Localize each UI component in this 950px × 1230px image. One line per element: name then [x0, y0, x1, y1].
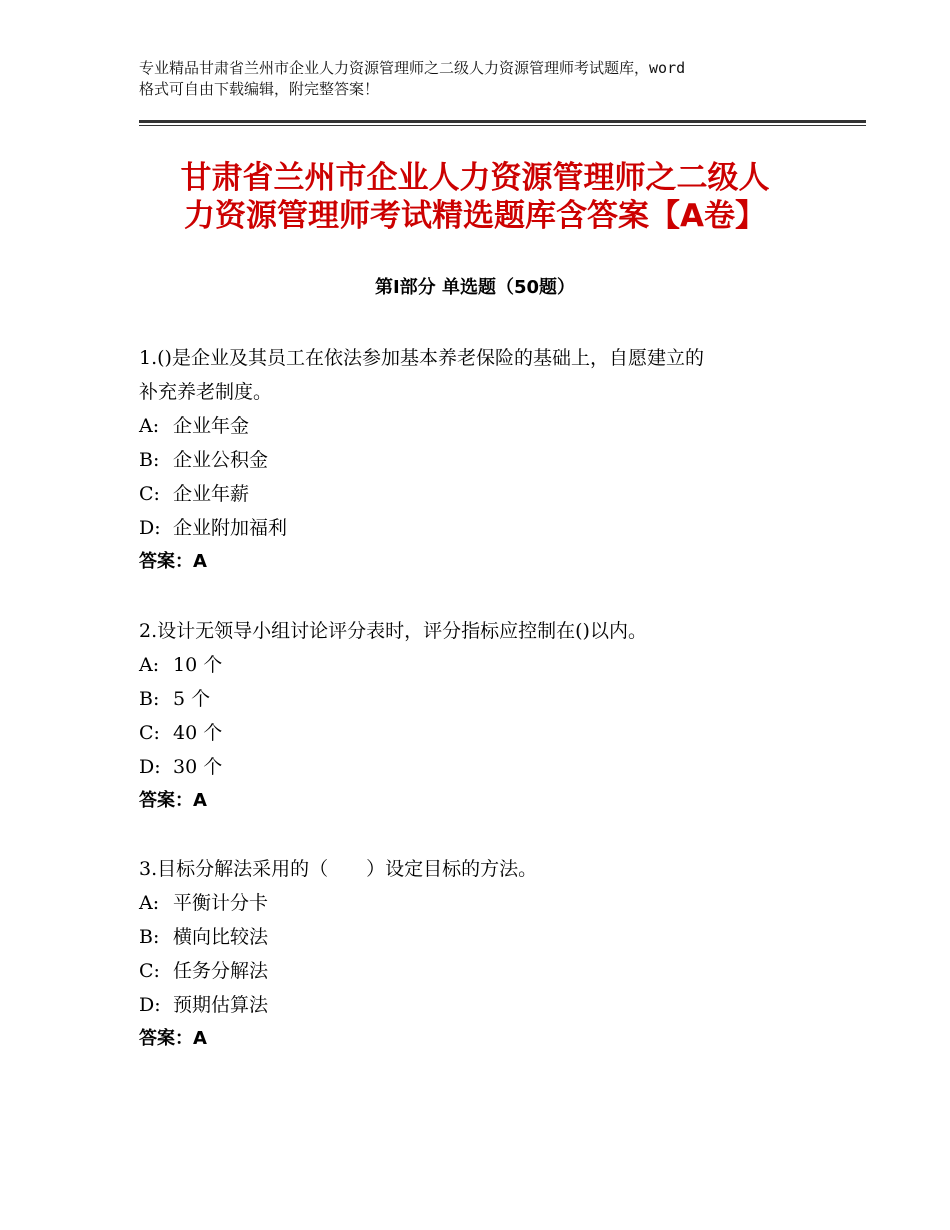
option-key: B: — [139, 449, 160, 471]
option-a — [139, 886, 819, 920]
option-d — [139, 750, 819, 784]
option-b — [139, 682, 819, 716]
option-b — [139, 443, 819, 477]
answer: 答案：A — [139, 790, 207, 811]
option-c — [139, 477, 819, 511]
option-text: 预期估算法 — [173, 994, 269, 1016]
option-d — [139, 988, 819, 1022]
option-key: B: — [139, 688, 160, 710]
option-text: 企业年薪 — [173, 483, 250, 505]
header-rule-thin — [139, 125, 866, 126]
option-d — [139, 511, 819, 545]
option-text: 企业附加福利 — [173, 517, 288, 539]
document-title — [100, 159, 850, 235]
option-a — [139, 648, 819, 682]
document-title-line-2: 力资源管理师考试精选题库含答案【A卷】 — [184, 198, 766, 234]
answer: 答案：A — [139, 551, 207, 572]
option-text: 企业公积金 — [173, 449, 269, 471]
question-text-line: 2.设计无领导小组讨论评分表时，评分指标应控制在()以内。 — [139, 620, 647, 642]
question-2 — [139, 614, 819, 818]
header-note — [139, 58, 839, 100]
option-text: 40 个 — [173, 722, 223, 744]
question-text-line: 1.()是企业及其员工在依法参加基本养老保险的基础上，自愿建立的 — [139, 347, 704, 369]
option-text: 横向比较法 — [173, 926, 269, 948]
option-key: C: — [139, 722, 160, 744]
option-text: 30 个 — [173, 756, 223, 778]
option-key: C: — [139, 960, 160, 982]
option-c — [139, 716, 819, 750]
option-a — [139, 409, 819, 443]
header-rule-thick — [139, 120, 866, 123]
option-key: D: — [139, 517, 161, 539]
question-text-line: 3.目标分解法采用的（ ）设定目标的方法。 — [139, 858, 538, 880]
document-title-line-1: 甘肃省兰州市企业人力资源管理师之二级人 — [180, 160, 770, 196]
question-3 — [139, 852, 819, 1056]
answer: 答案：A — [139, 1028, 207, 1049]
question-text — [139, 614, 819, 648]
question-text-line: 补充养老制度。 — [139, 381, 273, 403]
option-text: 平衡计分卡 — [173, 892, 269, 914]
option-text: 10 个 — [173, 654, 223, 676]
option-b — [139, 920, 819, 954]
question-1 — [139, 341, 819, 579]
header-note-line-1: 专业精品甘肃省兰州市企业人力资源管理师之二级人力资源管理师考试题库，word — [139, 59, 686, 77]
option-key: D: — [139, 994, 161, 1016]
option-key: C: — [139, 483, 160, 505]
question-text — [139, 852, 819, 886]
header-note-line-2: 格式可自由下载编辑，附完整答案！ — [139, 80, 380, 98]
option-text: 企业年金 — [173, 415, 250, 437]
option-key: D: — [139, 756, 161, 778]
option-key: A: — [139, 654, 160, 676]
question-text — [139, 341, 819, 409]
section-heading: 第Ⅰ部分 单选题（50题） — [374, 277, 575, 298]
option-key: A: — [139, 892, 160, 914]
option-text: 任务分解法 — [173, 960, 269, 982]
option-c — [139, 954, 819, 988]
option-key: A: — [139, 415, 160, 437]
option-key: B: — [139, 926, 160, 948]
option-text: 5 个 — [173, 688, 211, 710]
